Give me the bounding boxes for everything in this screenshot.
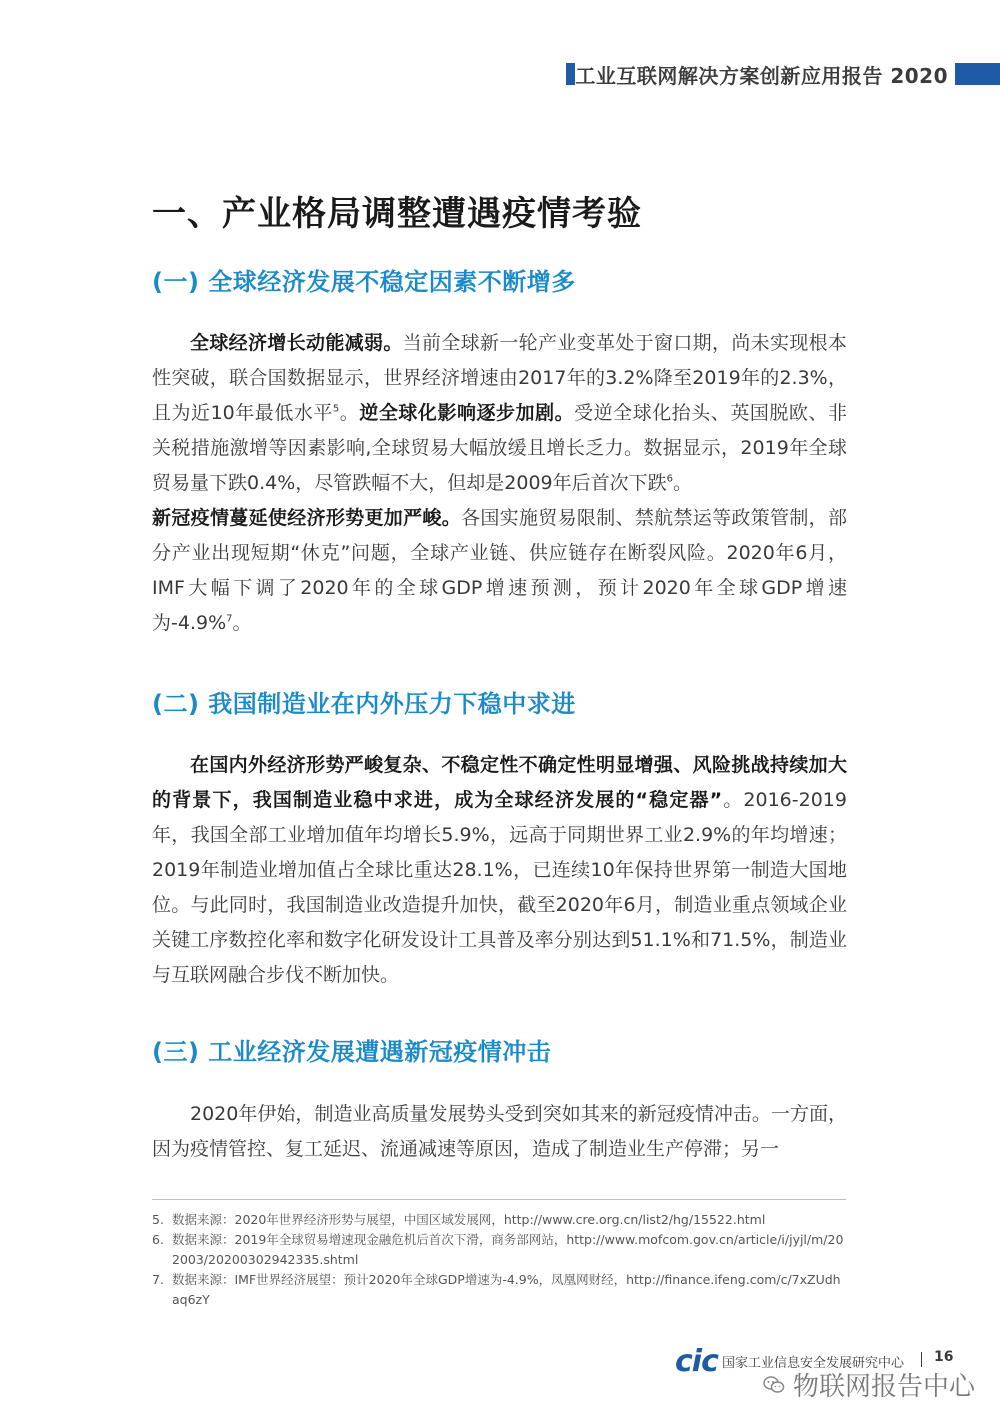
subsection-title-2: (二) 我国制造业在内外压力下稳中求进: [152, 690, 576, 718]
footnote-6: [152, 1230, 846, 1270]
body-text: 受逆全球化抬头、英国脱欧、非关税措施激增等因素影响,全球贸易大幅放缓且增长乏力。数据显示，2019年全球贸易量下跌0.4%，尽管跌幅不大，但却是2009年后首次下跌: [152, 402, 847, 494]
footnote-ref[interactable]: 5: [332, 403, 340, 415]
footnote-text: 数据来源：2020年世界经济形势与展望，中国区域发展网，http://www.cre.org.cn/list2/hg/15522.html: [172, 1212, 766, 1227]
page-number: 16: [934, 1349, 954, 1365]
organization-name: 国家工业信息安全发展研究中心: [722, 1356, 905, 1371]
body-text: 当前全球新一轮产业变革处于窗口期，尚未实现根本性突破，联合国数据显示，世界经济增速由2017年的3.2%降至2019年的2.3%，且为近10年最低水平: [152, 332, 847, 424]
header-accent-bar: [566, 63, 575, 85]
body-text: 2020年伊始，制造业高质量发展势头受到突如其来的新冠疫情冲击。一方面，因为疫情管控、复工延迟、流通减速等原因，造成了制造业生产停滞；另一: [152, 1103, 847, 1160]
body-text: 。: [673, 472, 693, 494]
body-text: 各国实施贸易限制、禁航禁运等政策管制，部分产业出现短期“休克”问题，全球产业链、供应链存在断裂风险。2020年6月，IMF大幅下调了2020年的全球GDP增速预测，预计2020年全球GDP增速为-4.9%: [152, 507, 847, 634]
subsection-title-1: (一) 全球经济发展不稳定因素不断增多: [152, 268, 576, 296]
subsection-title-3: (三) 工业经济发展遭遇新冠疫情冲击: [152, 1038, 552, 1066]
bold-lead: 新冠疫情蔓延使经济形势更加严峻。: [152, 507, 462, 529]
watermark-text: 物联网报告中心: [793, 1372, 976, 1402]
footnote-5: [152, 1210, 846, 1230]
footnote-number: 5.: [152, 1212, 164, 1227]
body-text: 。: [232, 612, 252, 634]
cic-logo: cic: [675, 1344, 718, 1379]
body-text: 。2016-2019年，我国全部工业增加值年均增长5.9%，远高于同期世界工业2.9%的年均增速；2019年制造业增加值占全球比重达28.1%，已连续10年保持世界第一制造大国地位。与此同时，我国制造业改造提升加快，截至2020年6月，制造业重点领域企业关键工序数控化率和数字化研发设计工具普及率分别达到51.1%和71.5%，制造业与互联网融合步伐不断加快。: [152, 789, 847, 986]
body-text: 。: [339, 402, 360, 424]
footnote-7: [152, 1270, 846, 1310]
footer-separator: [921, 1352, 922, 1367]
bold-lead: 全球经济增长动能减弱。: [190, 332, 403, 354]
watermark: [763, 1366, 975, 1403]
footnote-number: 7.: [152, 1272, 164, 1287]
bold-lead: 逆全球化影响逐步加剧。: [359, 402, 575, 424]
section-title: 一、产业格局调整遭遇疫情考验: [152, 194, 642, 234]
paragraph-3: [152, 1097, 847, 1167]
wechat-icon: [763, 1376, 785, 1394]
footnote-text: 数据来源：IMF世界经济展望：预计2020年全球GDP增速为-4.9%，凤凰网财经，http://finance.ifeng.com/c/7xZUdhaq6zY: [172, 1272, 841, 1307]
footnotes: [152, 1210, 846, 1310]
paragraph-1: [152, 326, 847, 641]
footnote-divider: [152, 1199, 846, 1200]
footnote-ref[interactable]: 7: [226, 613, 233, 625]
footnote-ref[interactable]: 6: [666, 473, 673, 485]
footnote-number: 6.: [152, 1232, 164, 1247]
footnote-text: 数据来源：2019年全球贸易增速现金融危机后首次下滑，商务部网站，http://www.mofcom.gov.cn/article/i/jyjl/m/202003/20200302942335.shtml: [172, 1232, 844, 1267]
header-accent-block: [955, 63, 1000, 85]
report-title: 工业互联网解决方案创新应用报告 2020: [575, 64, 948, 88]
paragraph-2: [152, 748, 847, 993]
bold-lead: 在国内外经济形势严峻复杂、不稳定性不确定性明显增强、风险挑战持续加大的背景下，我国制造业稳中求进，成为全球经济发展的“稳定器”: [152, 754, 847, 811]
